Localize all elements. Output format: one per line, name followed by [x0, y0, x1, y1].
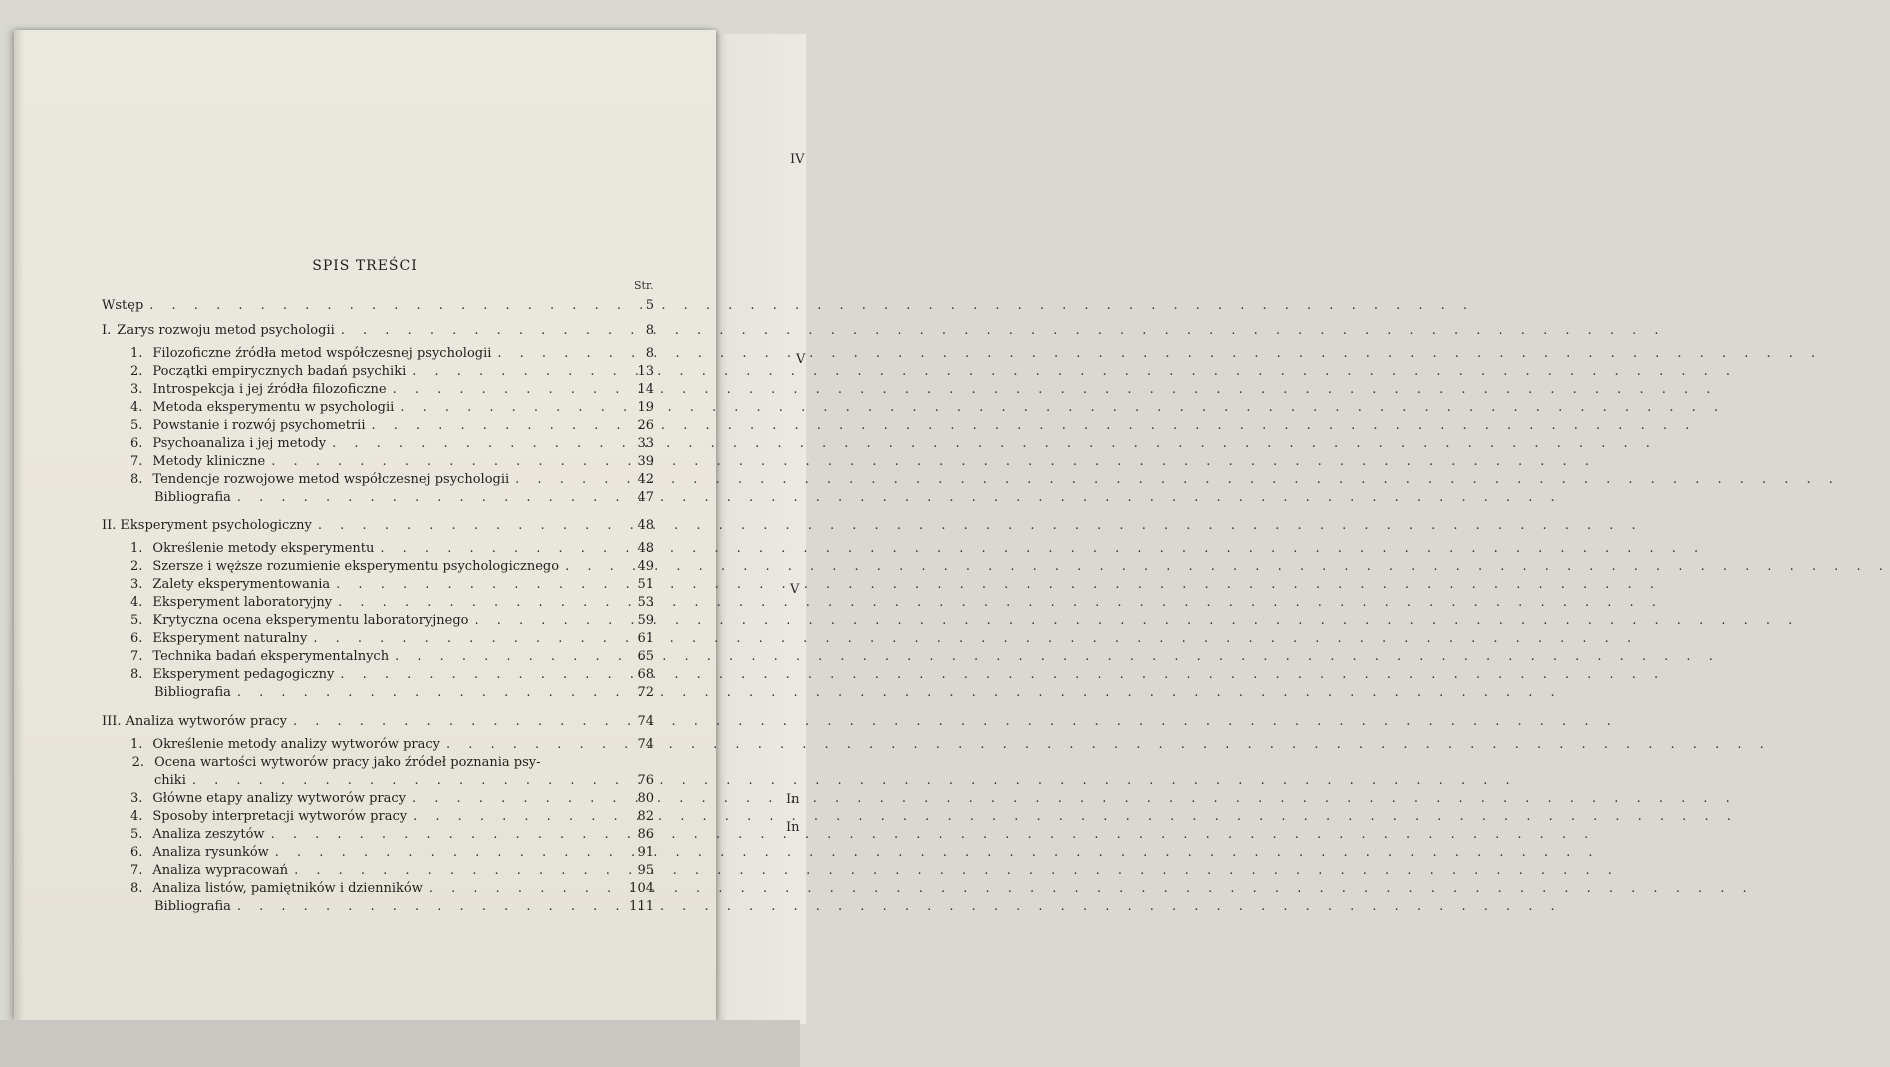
- leader-dots: [497, 345, 1822, 363]
- toc-entry: [130, 612, 654, 630]
- toc-entry: [130, 558, 654, 576]
- toc-entry: [130, 648, 654, 666]
- toc-entry-label: Wstęp: [102, 298, 144, 313]
- toc-entry-number: 8.: [130, 472, 143, 487]
- right-page-fragment: In: [786, 792, 800, 807]
- toc-entry: [130, 630, 654, 648]
- toc-entry-page: 59: [637, 613, 654, 628]
- toc-entry: [130, 345, 654, 363]
- leader-dots: [275, 844, 1600, 862]
- toc-entry-page: 91: [637, 845, 654, 860]
- toc-entry-page: 53: [637, 595, 654, 610]
- leader-dots: [393, 381, 1718, 399]
- leader-dots: [294, 862, 1619, 880]
- toc-entry: [130, 790, 654, 808]
- toc-entry-label: Metody kliniczne: [152, 454, 266, 469]
- toc-entry-label: Określenie metody analizy wytworów pracy: [152, 737, 440, 752]
- leader-dots: [400, 399, 1725, 417]
- toc-entry-label: Analiza wypracowań: [152, 863, 289, 878]
- toc-entry-page: 61: [637, 631, 654, 646]
- toc-entry-page: 82: [637, 809, 654, 824]
- toc-entry-page: 14: [637, 382, 654, 397]
- toc-entry-number: 1.: [130, 737, 143, 752]
- leader-dots: [237, 898, 1562, 916]
- toc-entry-page: 19: [637, 400, 654, 415]
- toc-entry: [130, 399, 654, 417]
- toc-entry-number: 6.: [130, 631, 143, 646]
- toc-bibliography: [154, 898, 654, 916]
- toc-chapter: [102, 517, 654, 535]
- toc-entry-page: 48: [637, 541, 654, 556]
- toc-entry-page: 111: [629, 899, 654, 914]
- toc-entry-number: 7.: [130, 649, 143, 664]
- toc-bibliography: [154, 684, 654, 702]
- toc-entry-number: 8.: [130, 667, 143, 682]
- toc-entry-number: 3.: [130, 577, 143, 592]
- toc-entry-page: 104: [629, 881, 654, 896]
- leader-dots: [336, 576, 1661, 594]
- leader-dots: [340, 666, 1665, 684]
- toc-entry: [130, 453, 654, 471]
- toc-entry-label: Bibliografia: [154, 899, 231, 914]
- toc-entry-label: Bibliografia: [154, 685, 231, 700]
- toc-entry-label: Ocena wartości wytworów pracy jako źródeł poznania psy-: [154, 755, 541, 770]
- page-column-label: Str.: [634, 279, 654, 292]
- toc-entry-page: 74: [637, 737, 654, 752]
- toc-entry-number: 2.: [130, 364, 143, 379]
- leader-dots: [475, 612, 1800, 630]
- toc-entry-label: Początki empirycznych badań psychiki: [152, 364, 407, 379]
- toc-entry: [130, 666, 654, 684]
- leader-dots: [293, 713, 1618, 731]
- toc-entry: [130, 417, 654, 435]
- toc-entry: [130, 381, 654, 399]
- page-edge-shadow: [14, 30, 24, 1020]
- toc-entry: [130, 844, 654, 862]
- toc-entry-label: Analiza zeszytów: [152, 827, 265, 842]
- toc-entry-page: 65: [637, 649, 654, 664]
- toc-entry-label: Określenie metody eksperymentu: [152, 541, 375, 556]
- toc-entry-label: Szersze i węższe rozumienie eksperymentu psychologicznego: [152, 559, 560, 574]
- toc-entry-number: 6.: [130, 436, 143, 451]
- toc-entry-number: 7.: [130, 454, 143, 469]
- toc-entry-number: 4.: [130, 809, 143, 824]
- toc-entry-page: 95: [637, 863, 654, 878]
- toc-entry-page: 42: [637, 472, 654, 487]
- toc-entry: [130, 540, 654, 558]
- toc-entry-label: Tendencje rozwojowe metod współczesnej psychologii: [152, 472, 510, 487]
- toc-entry-label: Eksperyment naturalny: [152, 631, 308, 646]
- toc-entry: [130, 576, 654, 594]
- toc-entry-page: 47: [637, 490, 654, 505]
- toc-entry-label: Krytyczna ocena eksperymentu laboratoryjnego: [152, 613, 469, 628]
- leader-dots: [395, 648, 1720, 666]
- toc-entry-label: Metoda eksperymentu w psychologii: [152, 400, 395, 415]
- leader-dots: [271, 826, 1596, 844]
- toc-entry-page: 39: [637, 454, 654, 469]
- toc-entry-number: 6.: [130, 845, 143, 860]
- leader-dots: [515, 471, 1840, 489]
- leader-dots: [271, 453, 1596, 471]
- right-page-fragment: V: [796, 352, 806, 367]
- right-page-fragment: IV: [790, 152, 805, 167]
- toc-entry-label: Eksperyment pedagogiczny: [152, 667, 335, 682]
- toc-entry-label: Analiza wytworów pracy: [125, 714, 287, 729]
- toc-chapter: [102, 322, 654, 340]
- toc-entry-page: 33: [637, 436, 654, 451]
- toc-entry-label: Powstanie i rozwój psychometrii: [152, 418, 366, 433]
- toc-entry-number: 5.: [130, 613, 143, 628]
- table-surface: [0, 1020, 800, 1067]
- toc-entry-number: II.: [102, 518, 117, 533]
- toc-entry-number: 3.: [130, 382, 143, 397]
- leader-dots: [318, 517, 1643, 535]
- toc-entry-number: 2.: [130, 559, 143, 574]
- toc-entry-page: 86: [637, 827, 654, 842]
- right-page-fragment: In: [786, 820, 800, 835]
- toc-entry-continued: [154, 772, 654, 790]
- leader-dots: [380, 540, 1705, 558]
- toc-entry-label: Główne etapy analizy wytworów pracy: [152, 791, 407, 806]
- toc-entry-number: I.: [102, 323, 112, 338]
- toc-entry-number: III.: [102, 714, 122, 729]
- toc-entry-page: 26: [637, 418, 654, 433]
- toc-entry-page: 13: [637, 364, 654, 379]
- leader-dots: [413, 808, 1738, 826]
- leader-dots: [332, 435, 1657, 453]
- toc-entry-label: Bibliografia: [154, 490, 231, 505]
- toc-entry-page: 80: [637, 791, 654, 806]
- toc-entry: [130, 736, 654, 754]
- toc-entry-number: 3.: [130, 791, 143, 806]
- toc-entry-wrapped: [130, 754, 654, 772]
- toc-entry-number: 8.: [130, 881, 143, 896]
- toc-entry-number: 1.: [130, 346, 143, 361]
- leader-dots: [313, 630, 1638, 648]
- toc-entry-page: 8: [645, 346, 654, 361]
- leader-dots: [237, 684, 1562, 702]
- toc-entry-number: 4.: [130, 595, 143, 610]
- right-page-fragment: V: [790, 582, 800, 597]
- toc-entry: [130, 471, 654, 489]
- toc-entry: [130, 435, 654, 453]
- toc-entry-label: Eksperyment psychologiczny: [120, 518, 312, 533]
- leader-dots: [412, 790, 1737, 808]
- toc-entry-number: 2.: [131, 755, 144, 770]
- toc-entry-page: 8: [645, 323, 654, 338]
- toc-entry-number: 4.: [130, 400, 143, 415]
- leader-dots: [192, 772, 1517, 790]
- toc-entry-page: 5: [645, 298, 654, 313]
- toc-entry-label: Introspekcja i jej źródła filozoficzne: [152, 382, 387, 397]
- toc-entry-label: Filozoficzne źródła metod współczesnej psychologii: [152, 346, 492, 361]
- toc-entry-page: 51: [637, 577, 654, 592]
- toc-bibliography: [154, 489, 654, 507]
- leader-dots: [412, 363, 1737, 381]
- leader-dots: [371, 417, 1696, 435]
- toc-entry-page: 68: [637, 667, 654, 682]
- toc-entry: [130, 880, 654, 898]
- toc-entry-label: Zarys rozwoju metod psychologii: [117, 323, 335, 338]
- leader-dots: [149, 297, 1474, 315]
- toc-entry-number: 7.: [130, 863, 143, 878]
- toc-entry-label: Sposoby interpretacji wytworów pracy: [152, 809, 408, 824]
- leader-dots: [338, 594, 1663, 612]
- toc-chapter: [102, 713, 654, 731]
- toc-entry-number: 5.: [130, 418, 143, 433]
- toc-entry-page: 76: [637, 773, 654, 788]
- toc-entry-page: 74: [637, 714, 654, 729]
- toc-entry-page: 72: [637, 685, 654, 700]
- leader-dots: [237, 489, 1562, 507]
- toc-entry: [130, 808, 654, 826]
- toc-entry-label: Technika badań eksperymentalnych: [152, 649, 390, 664]
- book-page: [14, 30, 716, 1020]
- toc-entry: [130, 363, 654, 381]
- toc-entry-label: Analiza rysunków: [152, 845, 269, 860]
- toc-entry: [130, 594, 654, 612]
- toc-entry-page: 49: [637, 559, 654, 574]
- toc-entry-number: 1.: [130, 541, 143, 556]
- toc-entry-label: Analiza listów, pamiętników i dzienników: [152, 881, 423, 896]
- toc-entry-label: Psychoanaliza i jej metody: [152, 436, 327, 451]
- leader-dots: [341, 322, 1666, 340]
- toc-entry-number: 5.: [130, 827, 143, 842]
- toc-entry-label: Zalety eksperymentowania: [152, 577, 331, 592]
- toc-title: SPIS TREŚCI: [312, 258, 418, 274]
- toc-entry-label: Eksperyment laboratoryjny: [152, 595, 333, 610]
- toc-entry-page: 48: [637, 518, 654, 533]
- toc-entry-label: chiki: [154, 773, 186, 788]
- toc-entry: [130, 862, 654, 880]
- toc-entry: [130, 826, 654, 844]
- toc-entry: [102, 297, 654, 315]
- leader-dots: [565, 558, 1890, 576]
